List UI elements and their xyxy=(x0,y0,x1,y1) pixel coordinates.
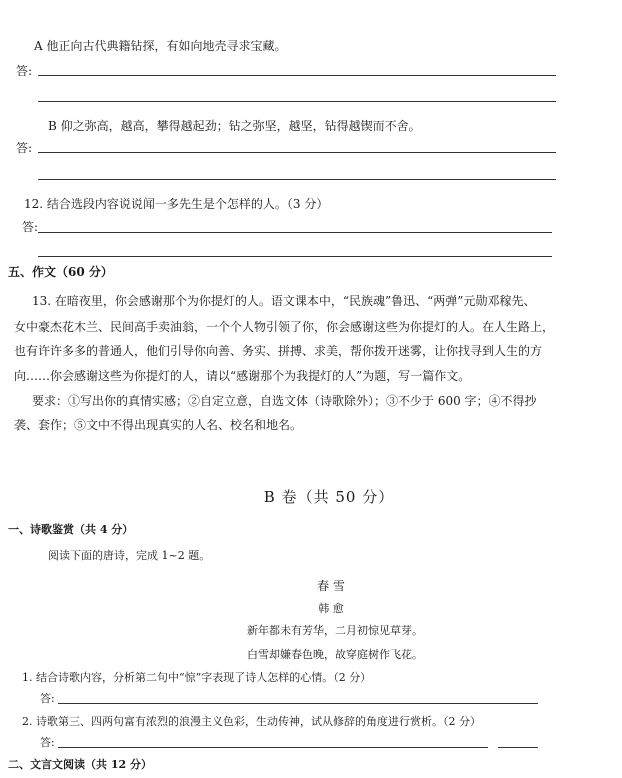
answer-label: 答: xyxy=(40,736,55,749)
answer-line[interactable] xyxy=(38,256,552,257)
answer-label: 答: xyxy=(40,692,55,705)
answer-line[interactable] xyxy=(38,75,556,76)
poem-author: 韩 愈 xyxy=(318,602,344,615)
item-a-text: A 他正向古代典籍钻探，有如向地壳寻求宝藏。 xyxy=(34,39,287,53)
answer-line[interactable] xyxy=(58,703,538,704)
essay-prompt-line: 向……你会感谢这些为你提灯的人，请以“感谢那个为我提灯的人”为题，写一篇作文。 xyxy=(14,369,471,383)
question-2: 2. 诗歌第三、四两句富有浓烈的浪漫主义色彩，生动传神，试从修辞的角度进行赏析。（2 分） xyxy=(22,715,481,728)
answer-line[interactable] xyxy=(498,747,538,748)
essay-requirement-line: 要求：①写出你的真情实感；②自定立意，自选文体（诗歌除外）；③不少于 600 字；④不得抄 xyxy=(32,394,537,408)
poem-line: 新年都未有芳华，二月初惊见草芽。 xyxy=(247,624,423,637)
question-1: 1. 结合诗歌内容，分析第二句中“惊”字表现了诗人怎样的心情。（2 分） xyxy=(22,671,372,684)
answer-label: 答: xyxy=(16,64,33,78)
answer-line[interactable] xyxy=(58,747,488,748)
answer-line[interactable] xyxy=(38,101,556,102)
poem-title: 春 雪 xyxy=(317,579,345,593)
answer-line[interactable] xyxy=(38,232,552,233)
essay-heading: 五、作文（60 分） xyxy=(8,265,113,279)
poem-intro: 阅读下面的唐诗，完成 1~2 题。 xyxy=(48,549,211,562)
section-2-heading: 二、文言文阅读（共 12 分） xyxy=(8,758,152,771)
essay-prompt-line: 13. 在暗夜里，你会感谢那个为你提灯的人。语文课本中，“民族魂”鲁迅、“两弹”元勋邓稼先、 xyxy=(32,294,536,308)
essay-prompt-line: 也有许许多多的普通人，他们引导你向善、务实、拼搏、求美，帮你拨开迷雾，让你找寻到人生的方 xyxy=(14,344,543,358)
item-b-text: B 仰之弥高，越高，攀得越起劲；钻之弥坚，越坚，钻得越锲而不舍。 xyxy=(48,119,421,133)
answer-line[interactable] xyxy=(38,179,556,180)
poem-line: 白雪却嫌春色晚，故穿庭树作飞花。 xyxy=(247,648,423,661)
section-1-heading: 一、诗歌鉴赏（共 4 分） xyxy=(8,523,134,536)
answer-label: 答: xyxy=(16,141,33,155)
answer-label: 答: xyxy=(22,220,39,234)
question-12: 12. 结合选段内容说说闻一多先生是个怎样的人。（3 分） xyxy=(24,197,329,211)
answer-line[interactable] xyxy=(38,152,556,153)
essay-requirement-line: 袭、套作；⑤文中不得出现真实的人名、校名和地名。 xyxy=(14,418,303,432)
essay-prompt-line: 女中豪杰花木兰、民间高手卖油翁，一个个人物引领了你，你会感谢这些为你提灯的人。在人生路上， xyxy=(14,320,555,334)
part-b-title: B 卷（共 50 分） xyxy=(263,488,395,506)
